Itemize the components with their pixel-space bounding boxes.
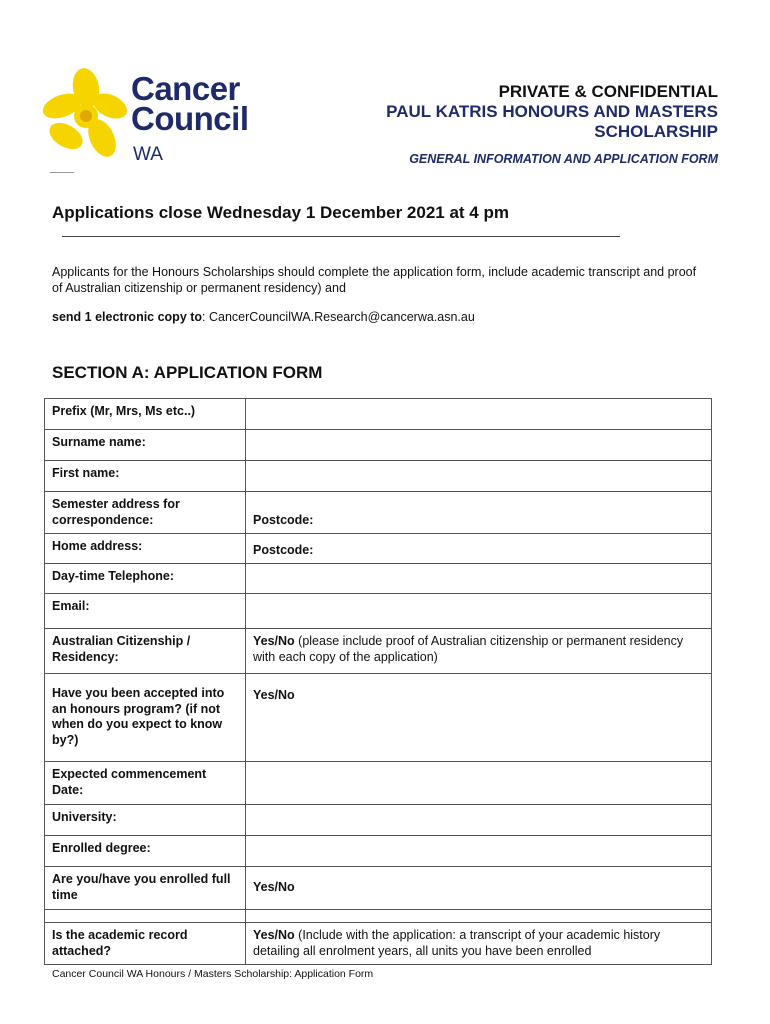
field-input[interactable]	[246, 674, 712, 762]
field-label: Email:	[45, 594, 246, 629]
field-label: Australian Citizenship / Residency:	[45, 629, 246, 674]
field-input[interactable]	[246, 762, 712, 805]
send-label: send 1 electronic copy to	[52, 310, 203, 324]
field-input[interactable]	[246, 836, 712, 867]
table-row	[45, 867, 712, 910]
field-label: Have you been accepted into an honours program? (if not when do you expect to know by?)	[45, 674, 246, 762]
page-footer: Cancer Council WA Honours / Masters Scholarship: Application Form	[52, 968, 374, 980]
field-input[interactable]	[246, 399, 712, 430]
field-label: Day-time Telephone:	[45, 564, 246, 594]
send-instructions	[52, 310, 475, 324]
divider	[50, 172, 74, 173]
field-note: (please include proof of Australian citizenship or permanent residency with each copy of the application)	[253, 634, 684, 664]
field-label: Semester address for correspondence:	[45, 492, 246, 534]
field-input[interactable]	[246, 594, 712, 629]
table-row	[45, 594, 712, 629]
field-input[interactable]	[246, 805, 712, 836]
field-input[interactable]	[246, 867, 712, 910]
logo-region: WA	[133, 144, 163, 165]
field-label: Surname name:	[45, 430, 246, 461]
spacer-cell	[246, 910, 712, 923]
header-form-subtitle: GENERAL INFORMATION AND APPLICATION FORM	[409, 152, 718, 166]
header-scholarship-title: PAUL KATRIS HONOURS AND MASTERS SCHOLARSHIP	[386, 102, 718, 141]
field-label: Expected commencement Date:	[45, 762, 246, 805]
yes-no-option[interactable]: Yes/No	[253, 880, 295, 895]
field-input[interactable]	[246, 461, 712, 492]
logo-line-cancer: Cancer	[131, 70, 240, 107]
field-input[interactable]	[246, 564, 712, 594]
field-label: Home address:	[45, 534, 246, 564]
field-input[interactable]	[246, 923, 712, 965]
field-label: Enrolled degree:	[45, 836, 246, 867]
table-row	[45, 564, 712, 594]
table-row	[45, 492, 712, 534]
field-note: (Include with the application: a transcript of your academic history detailing all enrolment years, all units you have been enrolled	[253, 928, 661, 958]
table-row	[45, 910, 712, 923]
table-row	[45, 430, 712, 461]
field-input[interactable]	[246, 430, 712, 461]
table-row	[45, 399, 712, 430]
yes-no-option[interactable]: Yes/No	[253, 634, 295, 648]
send-email[interactable]: : CancerCouncilWA.Research@cancerwa.asn.au	[202, 310, 475, 324]
field-label: First name:	[45, 461, 246, 492]
yes-no-option[interactable]: Yes/No	[253, 688, 295, 702]
intro-paragraph: Applicants for the Honours Scholarships should complete the application form, include academic transcript and proof of Australian citizenship or permanent residency) and	[52, 265, 697, 295]
table-row	[45, 461, 712, 492]
table-row	[45, 836, 712, 867]
header-confidential: PRIVATE & CONFIDENTIAL	[498, 82, 718, 101]
field-label: Is the academic record attached?	[45, 923, 246, 965]
table-row	[45, 923, 712, 965]
heading-rule	[62, 236, 620, 237]
spacer-cell	[45, 910, 246, 923]
field-input[interactable]: Postcode:	[246, 492, 712, 534]
section-a-title: SECTION A: APPLICATION FORM	[52, 363, 323, 382]
table-row	[45, 534, 712, 564]
field-input[interactable]	[246, 629, 712, 674]
field-label: University:	[45, 805, 246, 836]
application-form-table	[44, 398, 712, 965]
deadline-heading: Applications close Wednesday 1 December 2021 at 4 pm	[52, 203, 509, 222]
field-label: Are you/have you enrolled full time	[45, 867, 246, 910]
field-input[interactable]: Postcode:	[246, 534, 712, 564]
table-row	[45, 762, 712, 805]
document-header	[358, 82, 718, 166]
logo-line-council: Council	[131, 100, 249, 137]
yes-no-option[interactable]: Yes/No	[253, 928, 295, 942]
table-row	[45, 629, 712, 674]
table-row	[45, 674, 712, 762]
logo-wordmark	[131, 70, 249, 137]
table-row	[45, 805, 712, 836]
field-label: Prefix (Mr, Mrs, Ms etc..)	[45, 399, 246, 430]
